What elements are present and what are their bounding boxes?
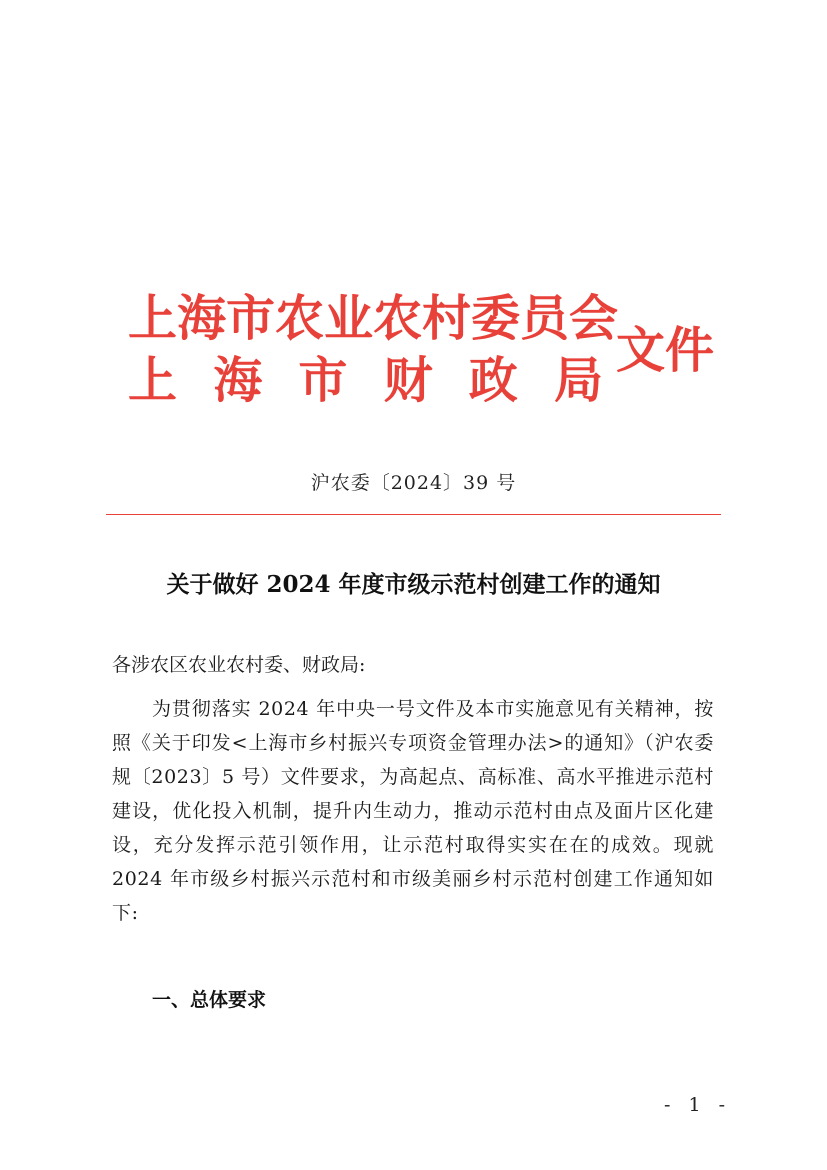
masthead-suffix: 文件: [616, 321, 715, 379]
masthead-org-finance: [128, 352, 603, 408]
document-number: 沪农委〔2024〕39 号: [310, 472, 517, 494]
masthead-char: 市: [298, 351, 348, 409]
document-title: 关于做好 2024 年度市级示范村创建工作的通知: [166, 571, 661, 598]
masthead-char: 海: [213, 351, 263, 409]
page-number: - 1 -: [664, 1094, 732, 1116]
section-heading: 一、总体要求: [152, 989, 267, 1011]
masthead-char: 财: [383, 351, 433, 409]
masthead-char: 政: [468, 351, 518, 409]
document-body: [112, 648, 714, 930]
red-divider: [106, 514, 721, 515]
salutation: 各涉农区农业农村委、财政局:: [112, 654, 366, 676]
masthead-org-agriculture: 上海市农业农村委员会: [128, 289, 619, 347]
body-paragraph: 为贯彻落实 2024 年中央一号文件及本市实施意见有关精神，按照《关于印发<上海市乡村振兴专项资金管理办法>的通知》（沪农委规〔2023〕5 号）文件要求，为高起点、高标准、高水平推进示范村建设，优化投入机制，提升内生动力，推动示范村由点及面片区化建设，充分发挥示范引领作用，让示范村取得实实在在的成效。现就 2024 年市级乡村振兴示范村和市级美丽乡村示范村创建工作通知如下:: [112, 698, 714, 924]
masthead-char: 局: [553, 351, 603, 409]
masthead-char: 上: [128, 351, 178, 409]
